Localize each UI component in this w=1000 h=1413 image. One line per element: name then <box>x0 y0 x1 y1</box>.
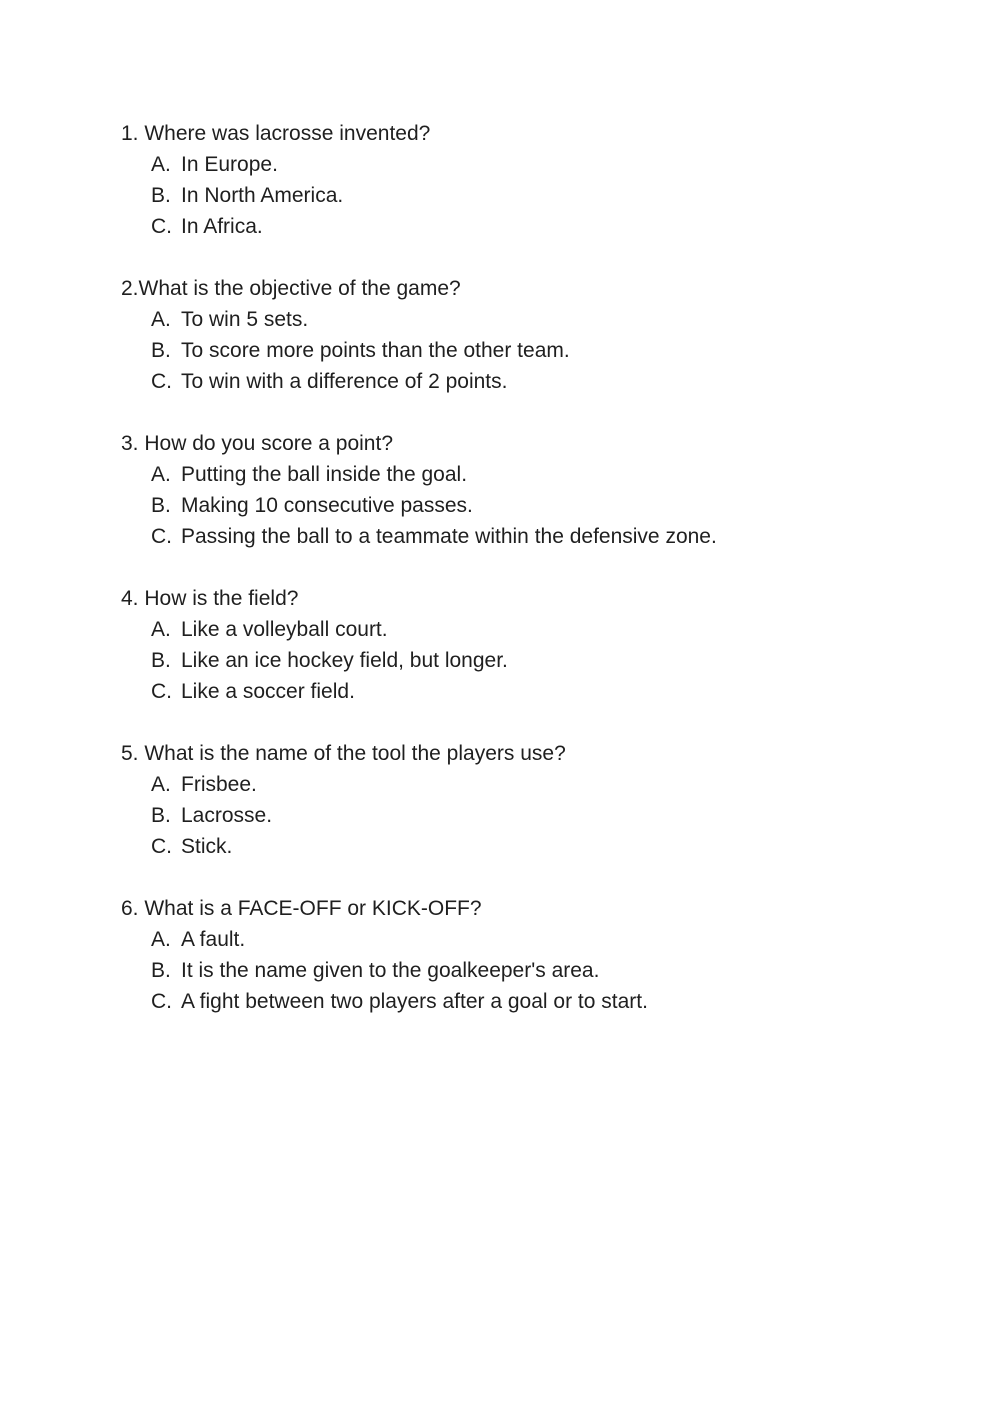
question-5 <box>121 738 921 862</box>
option-text: Like an ice hockey field, but longer. <box>181 649 508 672</box>
option-list <box>121 924 921 1017</box>
question-3 <box>121 428 921 552</box>
option-letter: A. <box>151 928 171 951</box>
option-letter: A. <box>151 308 171 331</box>
option-text: Like a volleyball court. <box>181 618 388 641</box>
option-letter: A. <box>151 153 171 176</box>
option-text: A fight between two players after a goal or to start. <box>181 990 648 1013</box>
option-letter: B. <box>151 959 171 982</box>
question-text: 2.What is the objective of the game? <box>121 277 461 300</box>
question-text: 6. What is a FACE-OFF or KICK-OFF? <box>121 897 482 920</box>
option-text: Passing the ball to a teammate within the defensive zone. <box>181 525 717 548</box>
question-4 <box>121 583 921 707</box>
option-a <box>151 614 921 645</box>
option-c <box>151 986 921 1017</box>
option-text: A fault. <box>181 928 246 951</box>
option-text: In North America. <box>181 184 344 207</box>
option-c <box>151 676 921 707</box>
option-letter: A. <box>151 773 171 796</box>
option-list <box>121 304 921 397</box>
option-letter: B. <box>151 339 171 362</box>
option-list <box>121 614 921 707</box>
option-letter: C. <box>151 525 172 548</box>
option-b <box>151 955 921 986</box>
option-letter: C. <box>151 990 172 1013</box>
option-letter: C. <box>151 370 172 393</box>
question-6 <box>121 893 921 1017</box>
option-letter: C. <box>151 215 172 238</box>
option-text: Lacrosse. <box>181 804 273 827</box>
option-a <box>151 769 921 800</box>
option-c <box>151 831 921 862</box>
option-text: In Europe. <box>181 153 278 176</box>
option-a <box>151 149 921 180</box>
question-2 <box>121 273 921 397</box>
option-text: Putting the ball inside the goal. <box>181 463 468 486</box>
option-a <box>151 924 921 955</box>
option-list <box>121 459 921 552</box>
option-letter: C. <box>151 835 172 858</box>
option-b <box>151 800 921 831</box>
option-text: To win with a difference of 2 points. <box>181 370 508 393</box>
option-letter: B. <box>151 804 171 827</box>
option-a <box>151 459 921 490</box>
option-text: Making 10 consecutive passes. <box>181 494 473 517</box>
option-a <box>151 304 921 335</box>
option-text: Stick. <box>181 835 233 858</box>
option-c <box>151 211 921 242</box>
option-text: It is the name given to the goalkeeper's area. <box>181 959 600 982</box>
option-letter: C. <box>151 680 172 703</box>
option-b <box>151 490 921 521</box>
quiz <box>121 118 921 1048</box>
question-text: 5. What is the name of the tool the players use? <box>121 742 566 765</box>
question-text: 3. How do you score a point? <box>121 432 393 455</box>
option-b <box>151 335 921 366</box>
option-list <box>121 149 921 242</box>
option-text: Like a soccer field. <box>181 680 355 703</box>
question-text: 4. How is the field? <box>121 587 299 610</box>
option-letter: B. <box>151 649 171 672</box>
question-text: 1. Where was lacrosse invented? <box>121 122 431 145</box>
option-c <box>151 521 921 552</box>
option-b <box>151 180 921 211</box>
option-letter: B. <box>151 494 171 517</box>
option-text: To score more points than the other team. <box>181 339 570 362</box>
option-letter: A. <box>151 618 171 641</box>
option-c <box>151 366 921 397</box>
option-b <box>151 645 921 676</box>
option-text: To win 5 sets. <box>181 308 309 331</box>
option-letter: A. <box>151 463 171 486</box>
question-1 <box>121 118 921 242</box>
option-list <box>121 769 921 862</box>
option-letter: B. <box>151 184 171 207</box>
option-text: Frisbee. <box>181 773 257 796</box>
option-text: In Africa. <box>181 215 263 238</box>
